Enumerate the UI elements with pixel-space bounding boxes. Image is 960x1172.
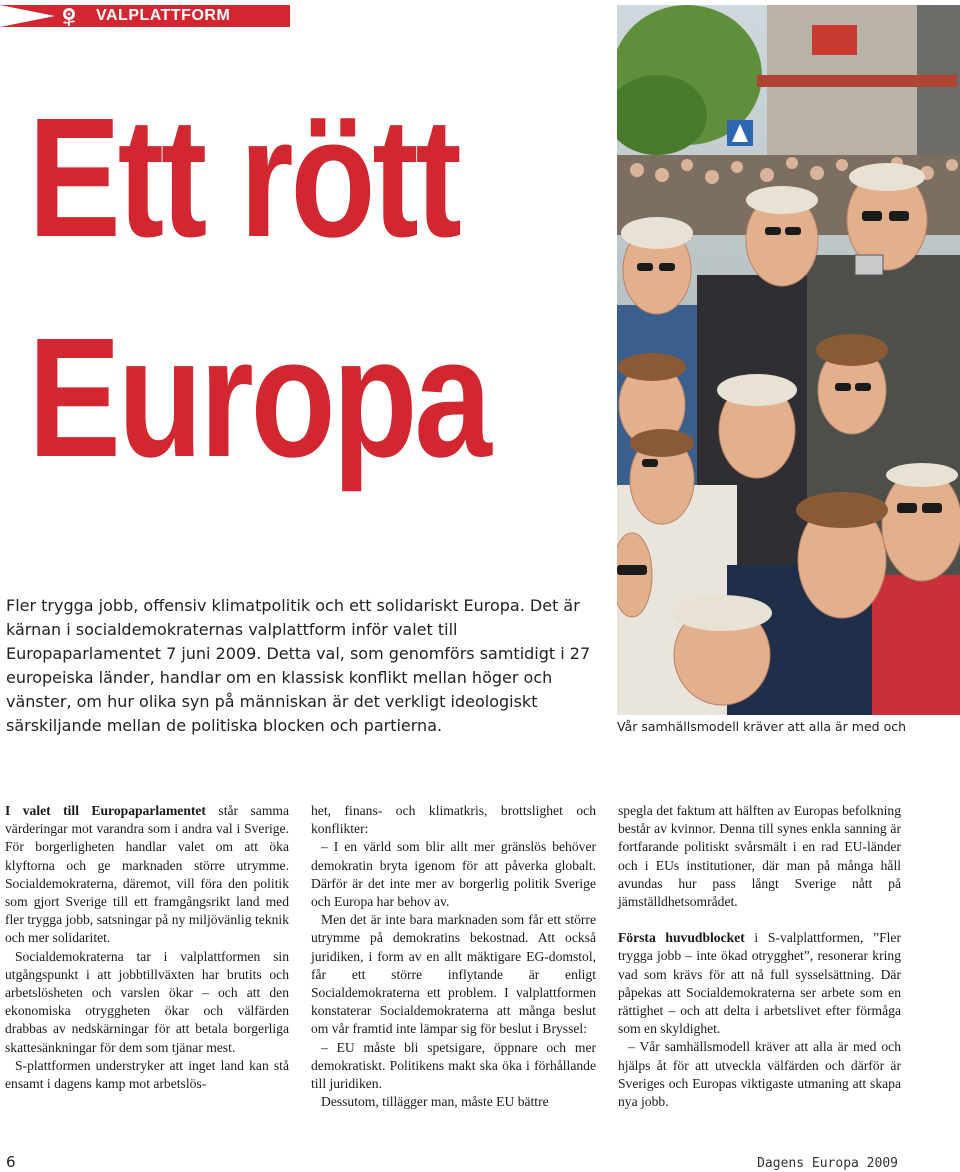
rose-logo-icon <box>58 5 80 27</box>
body-column-3 <box>618 802 901 1111</box>
col3-paragraph-2 <box>618 929 901 1038</box>
col2-paragraph-1: het, finans- och klimatkris, brottslighet och konflikter: <box>311 803 596 837</box>
header-notch <box>0 5 55 27</box>
lead-paragraph: Fler trygga jobb, offensiv klimatpolitik och ett solidariskt Europa. Det är kärnan i socialdemokraternas valplattform inför valet till Europaparlamentet 7 juni 2009. Detta val, som genomförs samtidigt i 27 europeiska länder, handlar om en klassisk konflikt mellan höger och vänster, om hur olika syn på människan är det verkligt ideologiskt särskiljande mellan de politiska blocken och partierna. <box>6 596 591 735</box>
col2-paragraph-3: Men det är inte bara marknaden som får ett större utrymme på demokratins bekostnad. Att också juridiken, i form av en allt mäktigare EG-domstol, får ett större inflytande är enligt Socialdemokraterna ett problem. I valplattformen konstaterar Socialdemokraterna att många beslut om vår framtid inte lämpar sig för beslut i Bryssel: <box>311 912 596 1037</box>
col2-paragraph-5: Dessutom, tillägger man, måste EU bättre <box>321 1094 549 1110</box>
col3-lead-in: Första huvudblocket <box>618 930 745 946</box>
page-number: 6 <box>6 1153 16 1171</box>
section-label: VALPLATTFORM <box>96 7 231 24</box>
col1-paragraph-3: S-plattformen understryker att inget land kan stå ensamt i dagens kamp mot arbetslös- <box>5 1057 289 1092</box>
page-headline <box>28 68 520 508</box>
photo-caption: Vår samhällsmodell kräver att alla är med och <box>617 719 907 734</box>
col3-paragraph-3: – Vår samhällsmodell kräver att alla är med och hjälps åt för att utveckla välfärden och därför är Sveriges och Europas viktigaste utmaning att skapa nya jobb. <box>618 1039 901 1110</box>
col2-paragraph-2: – I en värld som blir allt mer gränslös behöver demokratin bryta igenom för att påverka globalt. Därför är det inte mer av borgerlig politik Sverige och Europa har behov av. <box>311 839 596 910</box>
col3-paragraph-2-text: i S-valplattformen, ”Fler trygga jobb – inte ökad otrygghet”, resonerar kring vad som krävs för att nå full sysselsättning. Där påpekas att Socialdemokraterna ser arbete som en rättighet – och att delta i arbetslivet efter förmåga som en skyldighet. <box>618 930 901 1037</box>
col2-paragraph-4: – EU måste bli spetsigare, öppnare och mer demokratiskt. Politikens makt ska öka i förhållande till juridiken. <box>311 1039 596 1092</box>
col1-paragraph-2: Socialdemokraterna tar i valplattformen sin utgångspunkt i att jobbtillväxten har brutits och arbetslösheten och varslen ökar – och att den ekonomiska otryggheten ökar och välfärden drabbas av nedskärningar för att betala borgerliga skattesänkningar för dem som tjänar mest. <box>5 948 289 1055</box>
headline-line-2: Europa <box>28 303 489 493</box>
publication-name: Dagens Europa 2009 <box>757 1156 898 1171</box>
col1-paragraph-1 <box>5 802 289 948</box>
col1-lead-in: I valet till Europaparlamentet <box>5 803 206 818</box>
crowd-photo <box>617 5 960 715</box>
section-header-bar <box>0 5 290 27</box>
body-column-2 <box>311 802 596 1111</box>
col3-paragraph-1: spegla det faktum att hälften av Europas befolkning består av kvinnor. Denna till synes enkla sanning är fortfarande politiskt svårsmält i en rad EU-länder och i EUs institutioner, där man på många håll avundas hur pass långt Sverige nått på jämställdhetsområdet. <box>618 803 901 910</box>
col1-paragraph-1-text: står samma värderingar mot varandra som i andra val i Sverige. För borgerligheten handlar valet om att öka klyftorna och ge marknaden större utrymme. Socialdemokraterna, däremot, vill föra den politik som gjort Sverige till ett framgångsrikt land med fler trygga jobb, satsningar på ny miljövänlig teknik och mer solidaritet. <box>5 803 289 946</box>
headline-line-1: Ett rött <box>28 83 459 273</box>
body-column-1 <box>5 802 289 1093</box>
